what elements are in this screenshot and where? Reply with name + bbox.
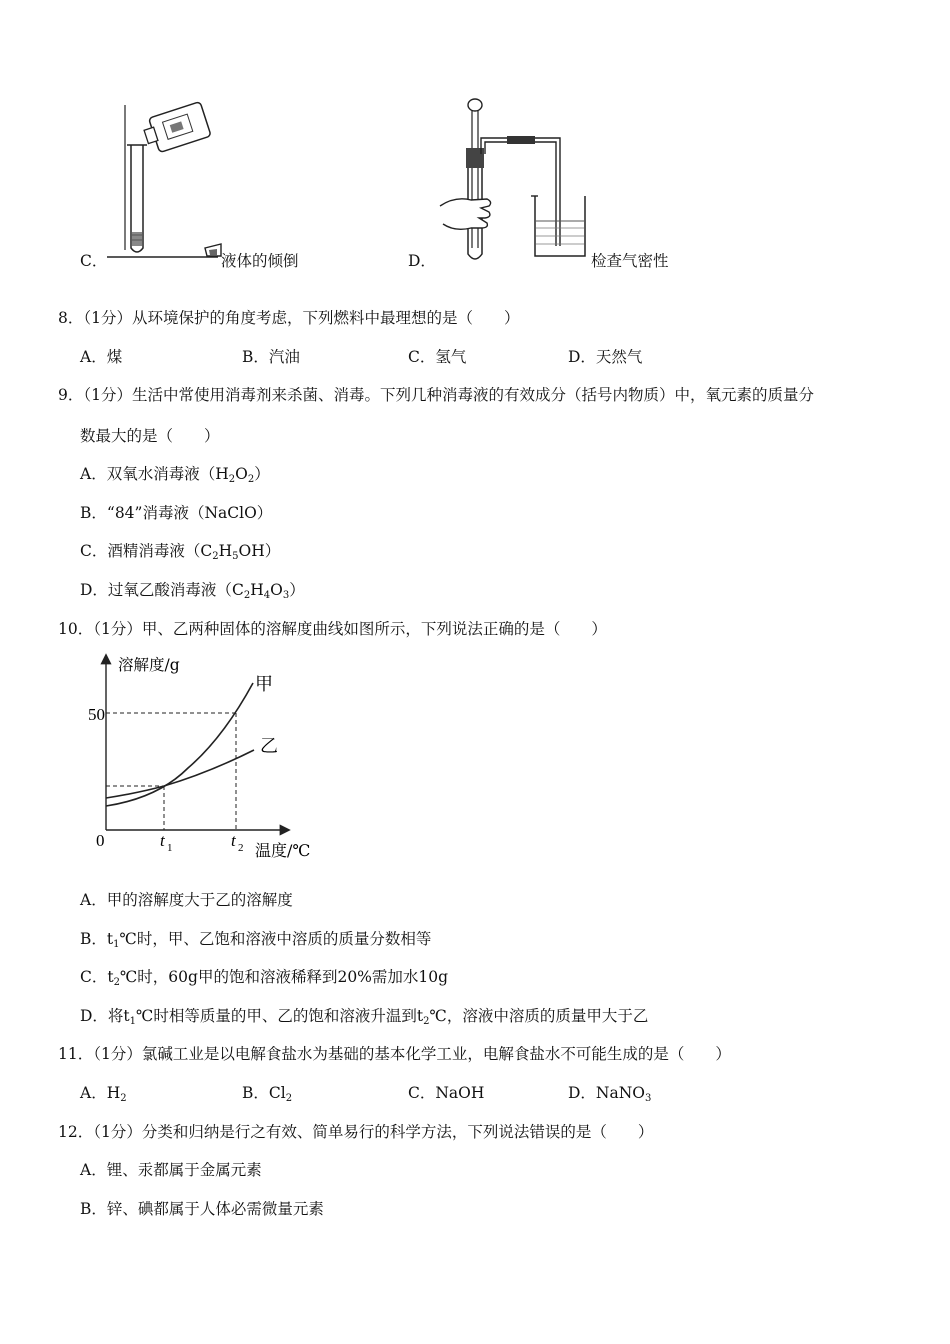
q10-option-a: A．甲的溶解度大于乙的溶解度 [80,891,293,909]
q10-option-b: B．$t_1℃$时，甲、乙饱和溶液中溶质的质量分数相等 [80,930,432,950]
q11-stem: 11．（1分）氯碱工业是以电解食盐水为基础的基本化学工业，电解食盐水不可能生成的是（ ） [58,1045,731,1063]
q8-option-a: A．煤 [80,348,123,366]
graph-t1-sub: 1 [167,842,173,854]
q10-stem: 10．（1分）甲、乙两种固体的溶解度曲线如图所示，下列说法正确的是（ ） [58,620,607,638]
curve-label-jia: 甲 [255,674,273,695]
q12-option-b: B．锌、碘都属于人体必需微量元素 [80,1200,324,1218]
q11-option-b: B．$Cl_2$ [242,1084,293,1104]
graph-ylabel: 溶解度/g [118,656,180,674]
graph-origin: 0 [96,831,105,850]
solubility-curve-graph [88,648,328,863]
q9-option-d: D．过氧乙酸消毒液$(C_2H_4O_3)$ [80,581,305,601]
q8-stem: 8．（1分）从环境保护的角度考虑，下列燃料中最理想的是（ ） [58,309,520,327]
option-d-caption: 检查气密性 [591,252,669,270]
q11-option-c: C．NaOH [408,1084,485,1102]
graph-t1: t [160,831,165,850]
airtightness-check-illustration [435,96,590,264]
graph-xlabel: 温度/℃ [255,841,311,860]
graph-y-tick-50: 50 [88,705,105,724]
liquid-pouring-illustration [105,100,220,262]
option-c-letter: C． [80,252,108,270]
q12-stem: 12．（1分）分类和归纳是行之有效、简单易行的科学方法，下列说法错误的是（ ） [58,1123,654,1141]
q11-option-a: A．$H_2$ [80,1084,127,1104]
q9-stem-line1: 9．（1分）生活中常使用消毒剂来杀菌、消毒。下列几种消毒液的有效成分（括号内物质）中，氧元素的质量分 [58,386,814,404]
curve-label-yi: 乙 [260,736,278,757]
q10-option-c: C．$t_2℃$时，60g甲的饱和溶液稀释到20%需加水10g [80,968,449,988]
q8-option-d: D．天然气 [568,348,643,366]
q9-option-a: A．双氧水消毒液$(H_2O_2)$ [80,465,270,485]
q9-stem-line2: 数最大的是（ ） [80,427,220,445]
q12-option-a: A．锂、汞都属于金属元素 [80,1161,262,1179]
graph-t2-sub: 2 [238,842,244,854]
q8-option-c: C．氢气 [408,348,467,366]
q9-option-c: C．酒精消毒液$(C_2H_5OH)$ [80,542,281,562]
option-c-caption: 液体的倾倒 [221,252,299,270]
q9-option-b: B．“84”消毒液（NaClO） [80,504,273,522]
q10-option-d: D．将$t_1℃$时相等质量的甲、乙的饱和溶液升温到$t_2℃$，溶液中溶质的质量甲大于乙 [80,1007,649,1027]
q11-option-d: D．NaNO$_3$ [568,1084,652,1104]
q8-option-b: B．汽油 [242,348,300,366]
option-d-letter: D． [408,252,436,270]
graph-t2: t [231,831,236,850]
